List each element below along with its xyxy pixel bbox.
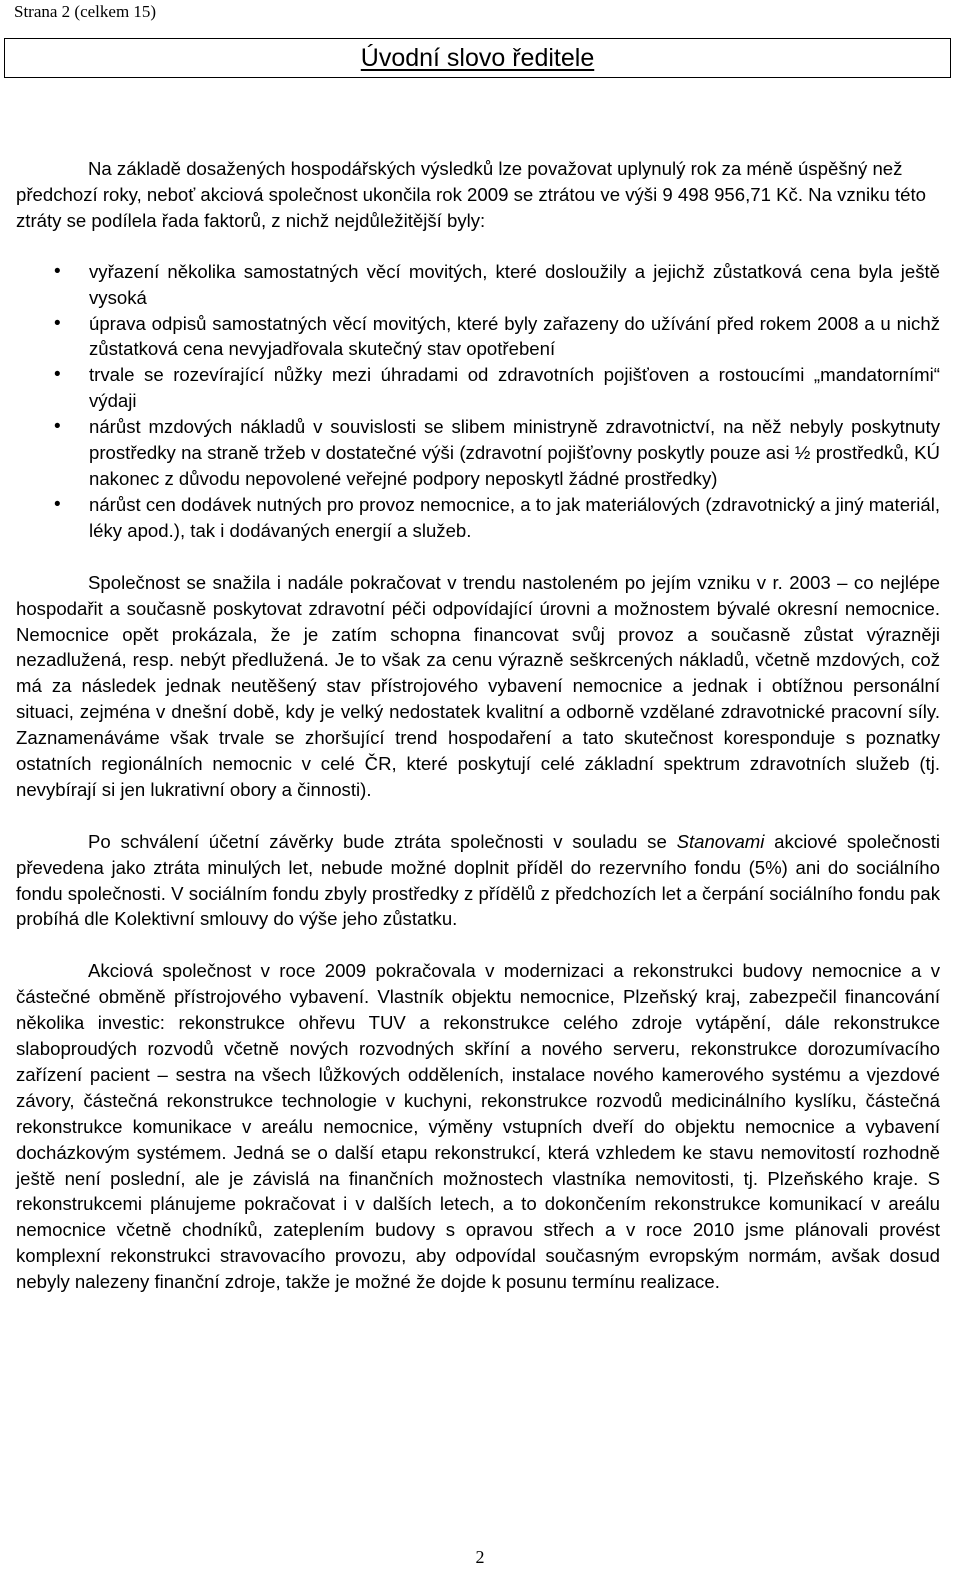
intro-paragraph: Na základě dosažených hospodářských výsledků lze považovat uplynulý rok za méně úspěšný než předchozí roky, neboť akciová společnost ukončila rok 2009 se ztrátou ve výši 9 498 956,71 Kč. Na vzniku této ztráty se podílela řada faktorů, z nichž nejdůležitější byly: — [16, 158, 926, 231]
bullet-icon: • — [54, 260, 61, 282]
bullet-icon: • — [54, 416, 61, 438]
list-item — [16, 492, 940, 544]
paragraph-gap — [16, 803, 940, 829]
page-title: Úvodní slovo ředitele — [360, 43, 595, 72]
paragraph-modernization: Akciová společnost v roce 2009 pokračovala v modernizaci a rekonstrukci budovy nemocnice a v částečné obměně přístrojového vybavení. Vlastník objektu nemocnice, Plzeňský kraj, zabezpečil financování několika investic: rekonstrukce ohřevu TUV a rekonstrukce celého zdroje vytápění, dále rekonstrukce slaboproudých rozvodů včetně nových rozvodných skříní a nového serveru, rekonstrukce dorozumívacího zařízení pacient – sestra na všech lůžkových odděleních, instalace nového kamerového systému a vjezdové závory, částečná rekonstrukce technologie v kuchyni, rekonstrukce rozvodů medicinálního kyslíku, částečná rekonstrukce komunikace v areálu nemocnice, výměny vstupních dveří do objektu nemocnice a vybavení docházkovým systémem. Jedná se o další etapu rekonstrukcí, která vzhledem ke stavu nemovitostí rozhodně ještě není poslední, ale je závislá na finančních možnostech vlastníka nemovitosti, tj. Plzeňského kraje. S rekonstrukcemi plánujeme pokračovat i v dalších letech, a to dokončením rekonstrukce komunikací v areálu nemocnice včetně chodníků, zateplením budovy s opravou střech a v roce 2010 jsme plánovali provést komplexní rekonstrukci stravovacího provozu, aby odpovídal současným evropským normám, avšak dosud nebyly nalezeny finanční zdroje, takže je možné že dojde k posunu termínu realizace. — [16, 960, 940, 1293]
paragraph-loss-treatment — [16, 829, 940, 933]
paragraph-text: Po schválení účetní závěrky bude ztráta společnosti v souladu se — [88, 830, 677, 852]
paragraph-gap — [16, 932, 940, 958]
emphasis-text: Stanovami — [676, 830, 765, 852]
list-item — [16, 362, 940, 414]
bullet-icon: • — [54, 364, 61, 386]
document-body — [16, 156, 940, 1295]
bullet-icon: • — [54, 312, 61, 334]
title-box — [4, 38, 951, 78]
list-item-text: trvale se rozevírající nůžky mezi úhradami od zdravotních pojišťoven a rostoucími „mandatorními“ výdaji — [89, 364, 940, 412]
list-item-text: nárůst mzdových nákladů v souvislosti se slibem ministryně zdravotnictví, na něž nebyly poskytnuty prostředky na straně tržeb v dostatečné výši (zdravotní pojišťovny poskytly pouze asi ½ prostředků, KÚ nakonec z důvodu nepovolené veřejné podpory neposkytl žádné prostředky) — [89, 416, 940, 489]
page-number: 2 — [475, 1547, 485, 1567]
list-item — [16, 259, 940, 311]
page-counter: Strana 2 (celkem 15) — [14, 2, 157, 21]
factor-list — [16, 259, 940, 544]
paragraph-strategy: Společnost se snažila i nadále pokračovat v trendu nastoleném po jejím vzniku v r. 2003 – co nejlépe hospodařit a současně poskytovat zdravotní péči odpovídající úrovni a možnostem bývalé okresní nemocnice. Nemocnice opět prokázala, že je zatím schopna financovat svůj provoz a současně zůstat výrazněji nezadlužená, resp. nebýt předlužená. Je to však za cenu výrazně seškrcených nákladů, včetně mzdových, což má za následek jednak neutěšený stav přístrojového vybavení nemocnice a jednak i obtížnou personální situaci, zejména v dnešní době, kdy je velký nedostatek kvalitní a odborně vzdělané zdravotnické pracovní síly. Zaznamenáváme však trvale se zhoršující trend hospodaření a tato skutečnost koresponduje s poznatky ostatních regionálních nemocnic v celé ČR, které poskytují celé základní spektrum zdravotních služeb (tj. nevybírají si jen lukrativní obory a činnosti). — [16, 571, 940, 800]
bullet-icon: • — [54, 493, 61, 515]
list-item — [16, 311, 940, 363]
list-item-text: vyřazení několika samostatných věcí movitých, které dosloužily a jejichž zůstatková cena byla ještě vysoká — [89, 260, 940, 308]
list-item-text: nárůst cen dodávek nutných pro provoz nemocnice, a to jak materiálových (zdravotnický a jiný materiál, léky apod.), tak i dodávaných energií a služeb. — [89, 493, 940, 541]
list-item — [16, 414, 940, 492]
paragraph-text: akciové společnosti převedena jako ztráta minulých let, nebude možné doplnit příděl do rezervního fondu (5%) ani do sociálního fondu společnosti. V sociálním fondu zbyly prostředky z přídělů z předchozích let a čerpání sociálního fondu pak probíhá dle Kolektivní smlouvy do výše jeho zůstatku. — [16, 830, 941, 930]
list-item-text: úprava odpisů samostatných věcí movitých, které byly zařazeny do užívání před rokem 2008 a u nichž zůstatková cena nevyjadřovala skutečný stav opotřebení — [89, 312, 940, 360]
